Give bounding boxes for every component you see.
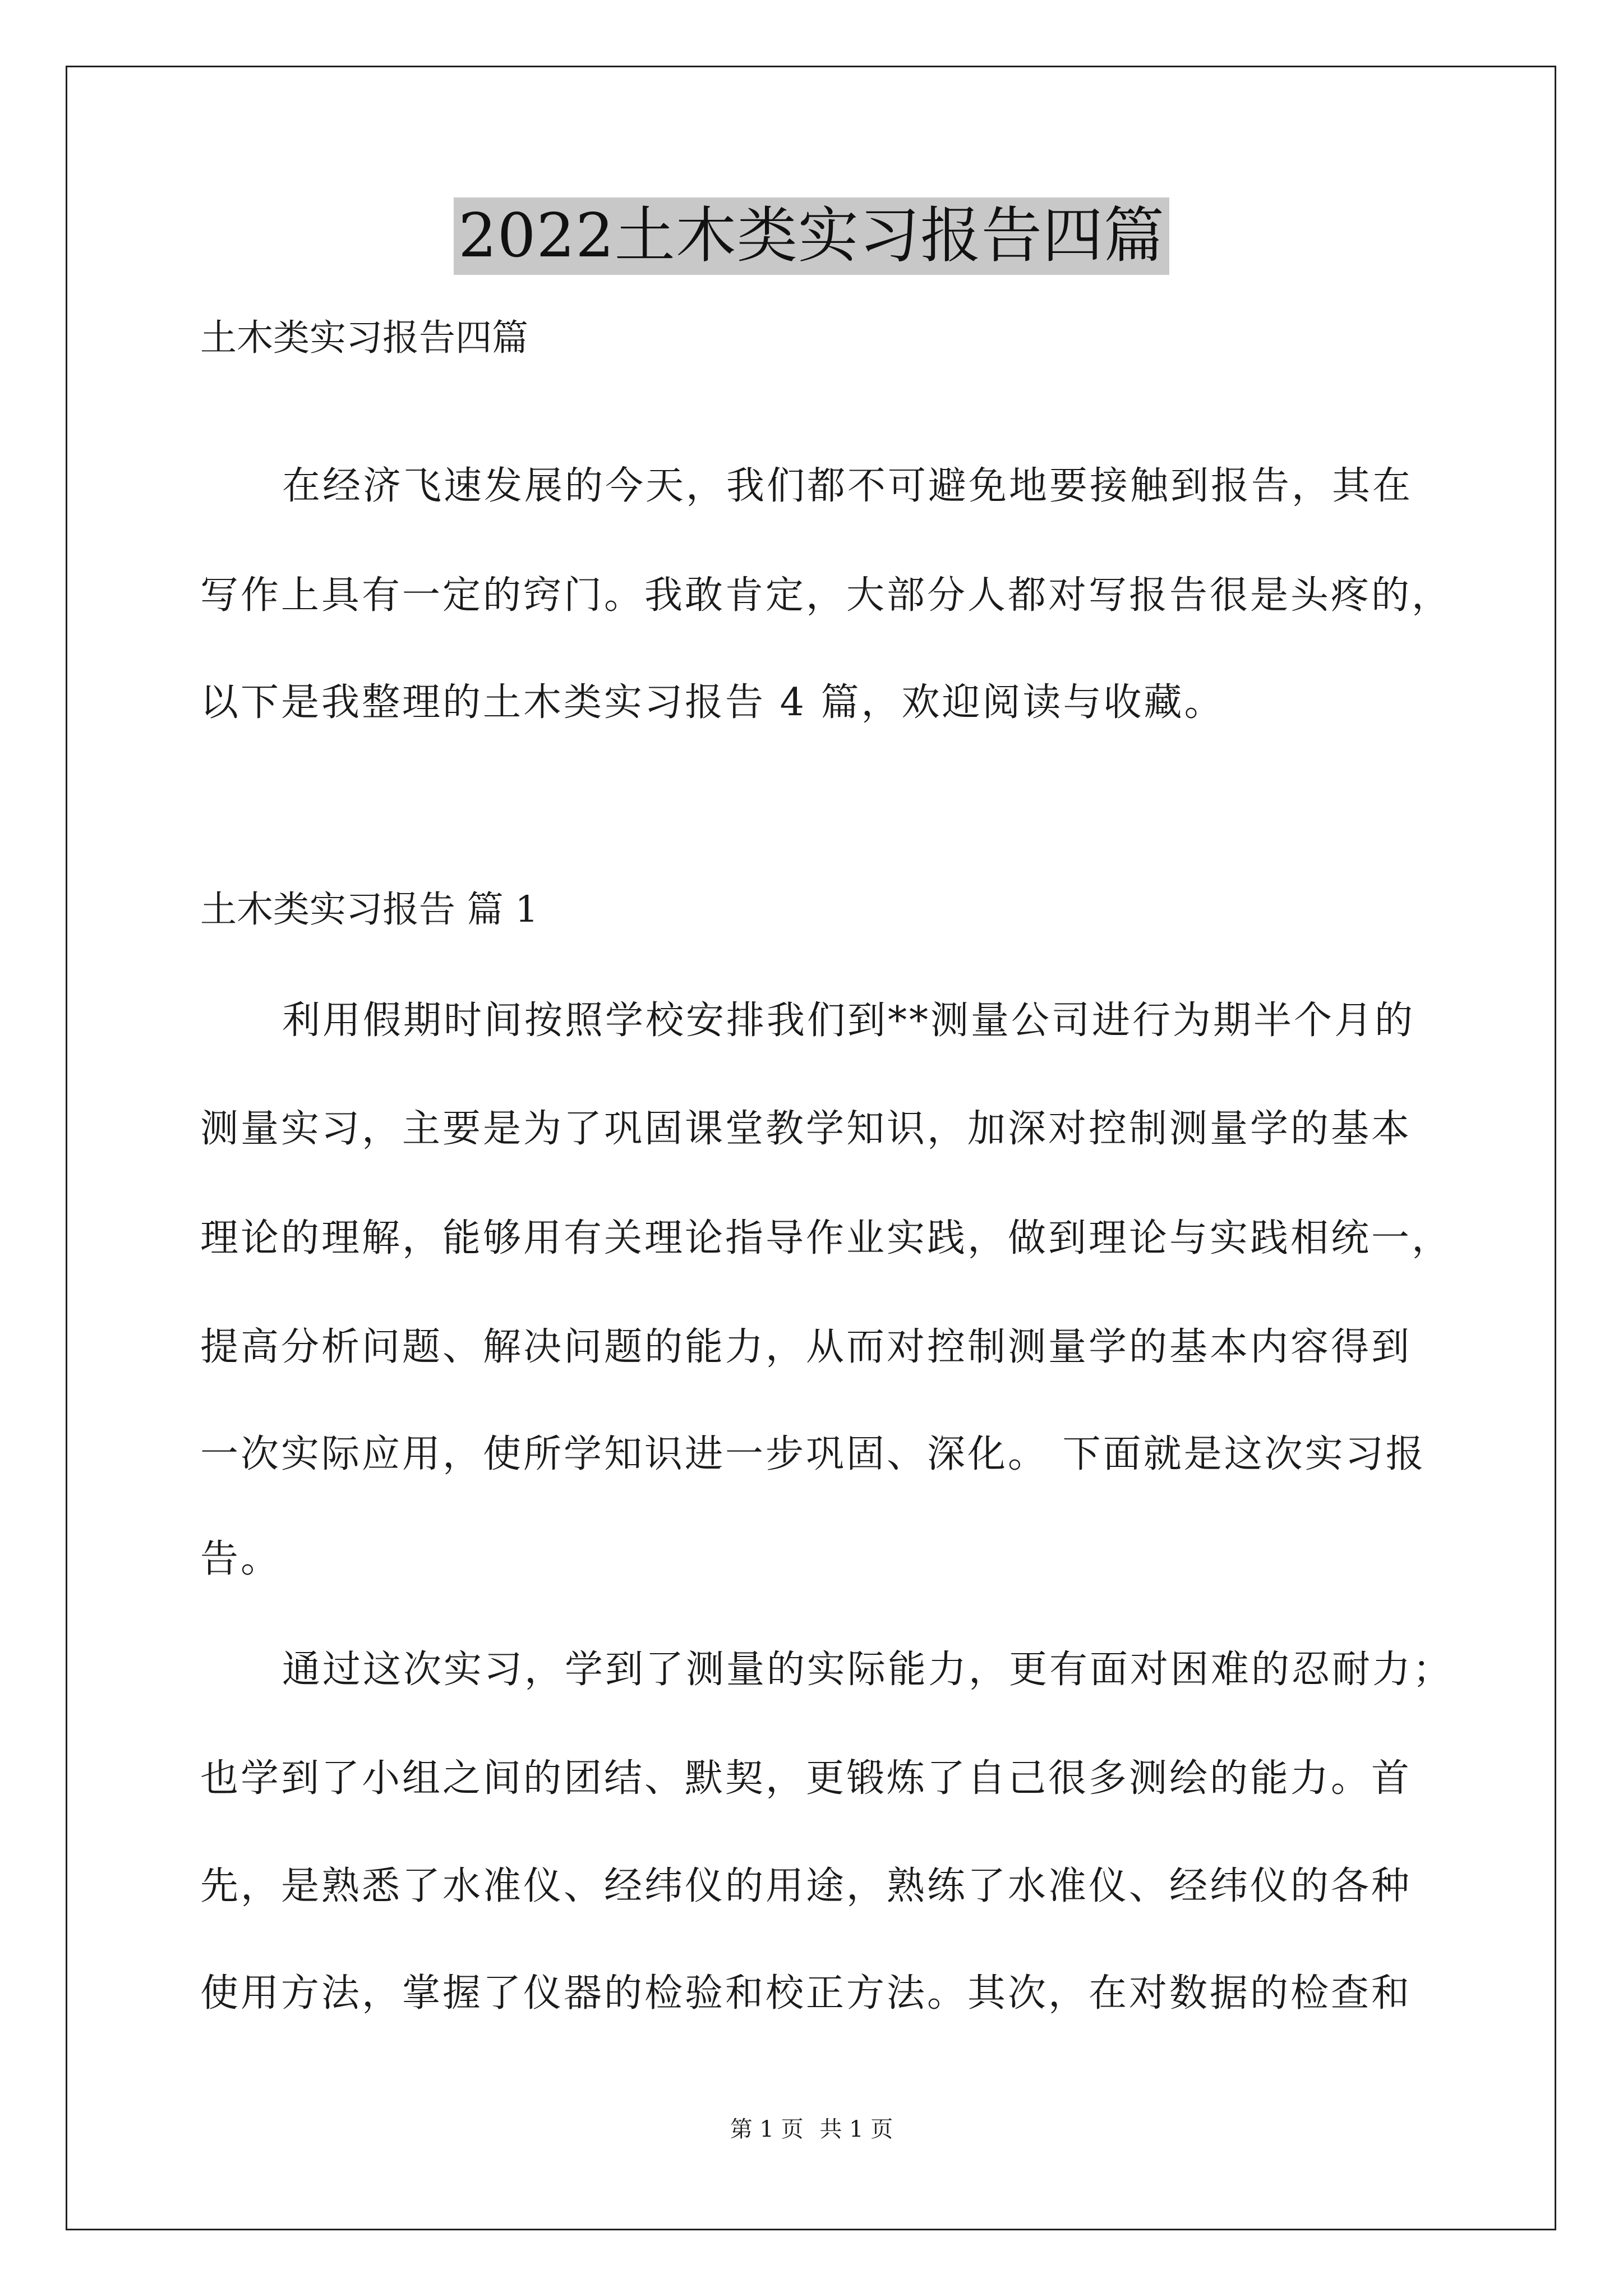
paragraph-line: 理论的理解，能够用有关理论指导作业实践，做到理论与实践相统一， (200, 1216, 1453, 1260)
paragraph-line: 使用方法，掌握了仪器的检验和校正方法。其次，在对数据的检查和 (200, 1971, 1412, 2016)
paragraph-line: 测量实习，主要是为了巩固课堂教学知识，加深对控制测量学的基本 (200, 1107, 1412, 1151)
page-total: 共 1 页 (819, 2116, 893, 2142)
title-container (0, 197, 1623, 275)
page-footer (0, 2114, 1623, 2145)
paragraph-line: 先，是熟悉了水准仪、经纬仪的用途，熟练了水准仪、经纬仪的各种 (200, 1864, 1412, 1908)
page-number: 第 1 页 (730, 2116, 804, 2142)
intro-line: 在经济飞速发展的今天，我们都不可避免地要接触到报告，其在 (282, 464, 1413, 508)
paragraph-line: 通过这次实习，学到了测量的实际能力，更有面对困难的忍耐力； (282, 1648, 1454, 1692)
paragraph-line: 也学到了小组之间的团结、默契，更锻炼了自己很多测绘的能力。首 (200, 1756, 1412, 1801)
paragraph-line: 利用假期时间按照学校安排我们到**测量公司进行为期半个月的 (282, 999, 1415, 1043)
intro-line: 以下是我整理的土木类实习报告 4 篇，欢迎阅读与收藏。 (200, 680, 1225, 725)
document-title: 2022土木类实习报告四篇 (454, 197, 1169, 275)
paragraph-line: 告。 (200, 1537, 282, 1581)
section-heading: 土木类实习报告 篇 1 (200, 889, 538, 931)
document-subtitle: 土木类实习报告四篇 (200, 317, 529, 359)
intro-line: 写作上具有一定的窍门。我敢肯定，大部分人都对写报告很是头疼的， (200, 573, 1453, 618)
paragraph-line: 一次实际应用，使所学知识进一步巩固、深化。 下面就是这次实习报 (200, 1432, 1426, 1476)
paragraph-line: 提高分析问题、解决问题的能力，从而对控制测量学的基本内容得到 (200, 1325, 1412, 1369)
